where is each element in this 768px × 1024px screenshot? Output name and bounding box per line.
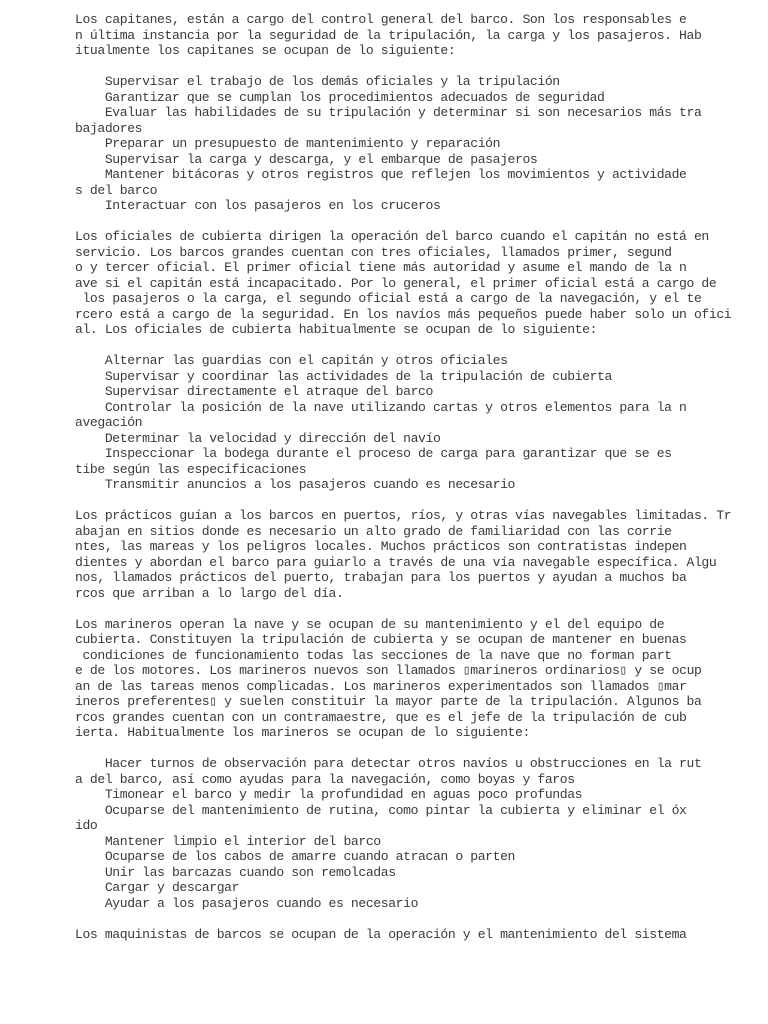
- text-line: s del barco: [75, 182, 158, 198]
- text-line: Interactuar con los pasajeros en los cruceros: [75, 198, 441, 213]
- text-line: Los maquinistas de barcos se ocupan de la operación y el mantenimiento del sistema: [75, 926, 687, 942]
- text-line: Los marineros operan la nave y se ocupan de su mantenimiento y el del equipo de: [75, 616, 665, 632]
- text-line: Inspeccionar la bodega durante el proceso de carga para garantizar que se es: [75, 446, 672, 461]
- text-line: Ayudar a los pasajeros cuando es necesario: [75, 895, 419, 911]
- blank-line: [75, 338, 755, 354]
- text-line: avegación: [75, 415, 143, 430]
- text-line: Los oficiales de cubierta dirigen la operación del barco cuando el capitán no está en: [75, 229, 709, 244]
- text-line: Garantizar que se cumplan los procedimientos adecuados de seguridad: [75, 89, 605, 105]
- text-line: Supervisar el trabajo de los demás oficiales y la tripulación: [75, 74, 560, 89]
- text-line: ido: [75, 818, 98, 833]
- text-line: Supervisar y coordinar las actividades de la tripulación de cubierta: [75, 368, 612, 384]
- text-line: Determinar la velocidad y dirección del navío: [75, 430, 441, 446]
- text-line: condiciones de funcionamiento todas las secciones de la nave que no forman part: [75, 647, 672, 663]
- text-line: bajadores: [75, 120, 143, 136]
- text-line: ineros preferentes▯ y suelen constituir la mayor parte de la tripulación. Algunos ba: [75, 694, 702, 709]
- text-line: nos, llamados prácticos del puerto, trabajan para los puertos y ayudan a muchos ba: [75, 570, 687, 585]
- text-line: los pasajeros o la carga, el segundo oficial está a cargo de la navegación, y el te: [75, 291, 702, 306]
- text-line: Hacer turnos de observación para detectar otros navíos u obstrucciones en la rut: [75, 756, 702, 771]
- text-line: cubierta. Constituyen la tripulación de cubierta y se ocupan de mantener en buenas: [75, 632, 687, 647]
- text-line: n última instancia por la seguridad de la tripulación, la carga y los pasajeros. Hab: [75, 27, 702, 43]
- blank-line: [75, 59, 755, 75]
- text-line: dientes y abordan el barco para guiarlo a través de una vía navegable específica. Algu: [75, 554, 717, 570]
- text-line: Supervisar la carga y descarga, y el embarque de pasajeros: [75, 151, 538, 167]
- text-line: Evaluar las habilidades de su tripulación y determinar si son necesarios más tra: [75, 105, 702, 120]
- text-line: Supervisar directamente el atraque del barco: [75, 384, 433, 399]
- text-line: Ocuparse de los cabos de amarre cuando atracan o parten: [75, 849, 515, 864]
- text-line: al. Los oficiales de cubierta habitualmente se ocupan de lo siguiente:: [75, 322, 598, 337]
- text-line: Mantener bitácoras y otros registros que reflejen los movimientos y actividade: [75, 167, 687, 182]
- text-line: e de los motores. Los marineros nuevos son llamados ▯marineros ordinarios▯ y se ocup: [75, 663, 702, 678]
- text-line: Los prácticos guían a los barcos en puertos, ríos, y otras vías navegables limitadas. Tr: [75, 508, 732, 523]
- text-line: ntes, las mareas y los peligros locales. Muchos prácticos son contratistas indepen: [75, 539, 687, 554]
- text-line: Transmitir anuncios a los pasajeros cuando es necesario: [75, 477, 515, 492]
- text-line: Los capitanes, están a cargo del control general del barco. Son los responsables e: [75, 12, 687, 27]
- text-line: Controlar la posición de la nave utilizando cartas y otros elementos para la n: [75, 399, 687, 415]
- text-line: Timonear el barco y medir la profundidad en aguas poco profundas: [75, 787, 583, 802]
- text-line: itualmente los capitanes se ocupan de lo siguiente:: [75, 43, 456, 58]
- text-line: ierta. Habitualmente los marineros se ocupan de lo siguiente:: [75, 725, 530, 740]
- text-line: servicio. Los barcos grandes cuentan con tres oficiales, llamados primer, segund: [75, 244, 672, 260]
- text-line: rcos que arriban a lo largo del día.: [75, 585, 344, 601]
- blank-line: [75, 493, 755, 509]
- blank-line: [75, 214, 755, 230]
- text-line: tibe según las especificaciones: [75, 461, 307, 477]
- text-line: Alternar las guardias con el capitán y otros oficiales: [75, 353, 508, 368]
- blank-line: [75, 601, 755, 617]
- text-line: Unir las barcazas cuando son remolcadas: [75, 864, 396, 880]
- text-line: abajan en sitios donde es necesario un alto grado de familiaridad con las corrie: [75, 523, 672, 539]
- blank-line: [75, 911, 755, 927]
- text-line: an de las tareas menos complicadas. Los marineros experimentados son llamados ▯mar: [75, 678, 687, 694]
- text-line: Mantener limpio el interior del barco: [75, 833, 381, 849]
- text-line: rcos grandes cuentan con un contramaestre, que es el jefe de la tripulación de cub: [75, 709, 687, 725]
- blank-line: [75, 741, 755, 757]
- text-line: Preparar un presupuesto de mantenimiento y reparación: [75, 136, 501, 151]
- document-text: [75, 12, 755, 942]
- text-line: ave si el capitán está incapacitado. Por lo general, el primer oficial está a cargo de: [75, 275, 717, 291]
- text-line: Cargar y descargar: [75, 880, 240, 895]
- text-line: Ocuparse del mantenimiento de rutina, como pintar la cubierta y eliminar el óx: [75, 802, 687, 818]
- text-line: a del barco, así como ayudas para la navegación, como boyas y faros: [75, 771, 575, 787]
- text-line: o y tercer oficial. El primer oficial tiene más autoridad y asume el mando de la n: [75, 260, 687, 275]
- text-line: rcero está a cargo de la seguridad. En los navíos más pequeños puede haber solo un ofici: [75, 306, 732, 322]
